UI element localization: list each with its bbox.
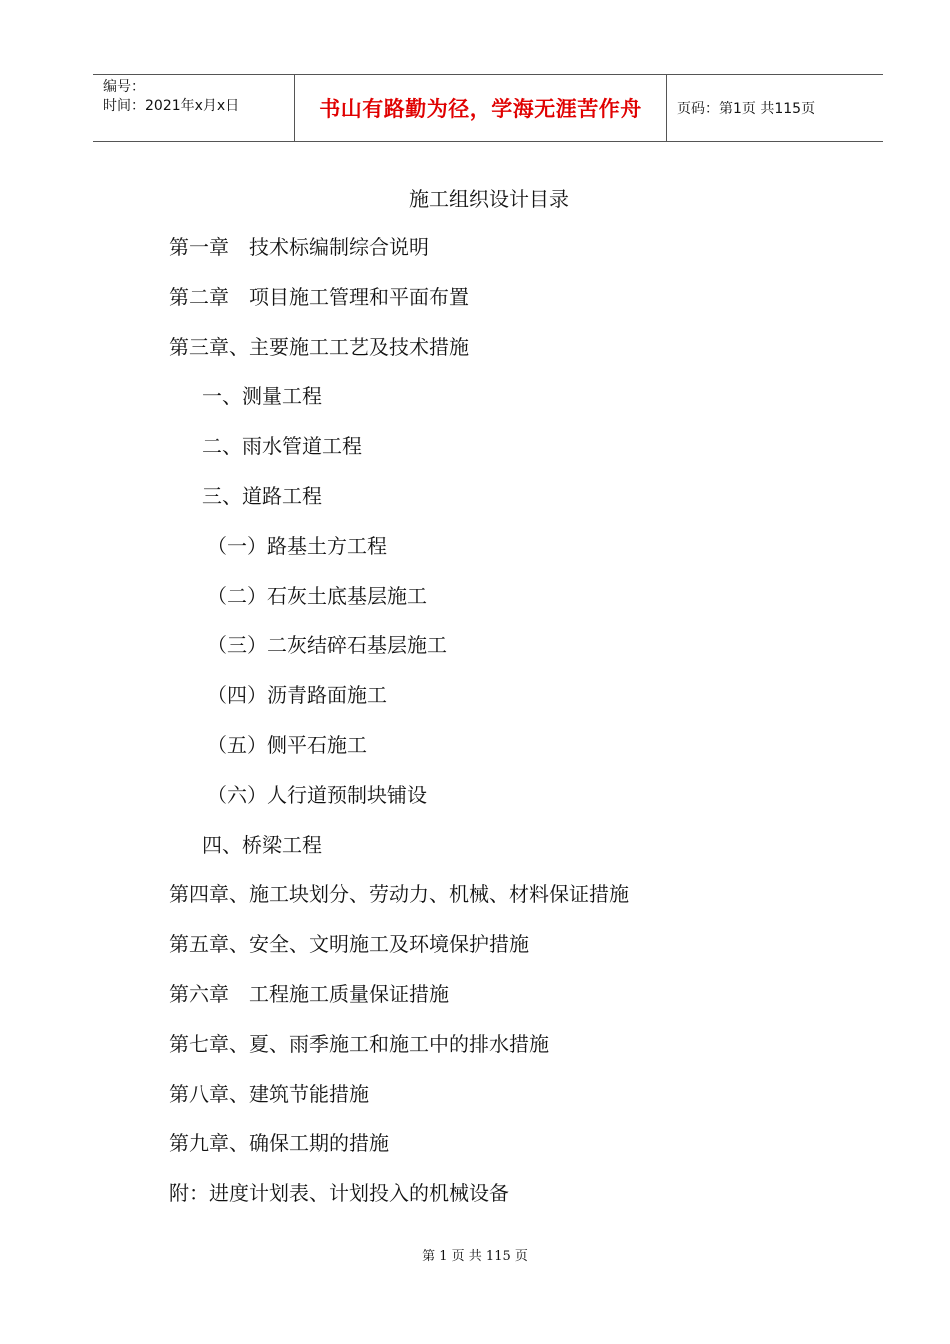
page-header	[93, 74, 883, 142]
toc-entry: 第八章、建筑节能措施	[169, 1081, 369, 1106]
toc-entry: （三）二灰结碎石基层施工	[207, 633, 447, 658]
page-footer	[0, 1245, 950, 1264]
header-motto-cell	[294, 75, 667, 141]
toc-entry: 第四章、施工块划分、劳动力、机械、材料保证措施	[169, 882, 629, 907]
header-page-number: 页码：第1页 共115页	[677, 101, 816, 117]
document-number-label: 编号：	[103, 79, 145, 95]
toc-entry: （二）石灰土底基层施工	[207, 583, 427, 608]
header-meta	[93, 75, 294, 141]
toc-entry: 第七章、夏、雨季施工和施工中的排水措施	[169, 1031, 549, 1056]
toc-entry: 第二章 项目施工管理和平面布置	[169, 284, 469, 309]
header-page-cell	[667, 75, 883, 141]
document-title: 施工组织设计目录	[409, 187, 569, 211]
toc-entry: 附：进度计划表、计划投入的机械设备	[169, 1181, 509, 1206]
toc-entry: 一、测量工程	[202, 384, 322, 409]
toc-entry: 二、雨水管道工程	[202, 434, 362, 459]
toc-entry: 第六章 工程施工质量保证措施	[169, 982, 449, 1006]
toc-entry: 第九章、确保工期的措施	[169, 1131, 389, 1156]
footer-page-number: 第 1 页 共 115 页	[422, 1249, 528, 1264]
toc-entry: （四）沥青路面施工	[207, 683, 387, 708]
toc-entry: 第一章 技术标编制综合说明	[169, 235, 429, 259]
toc-entry: （五）侧平石施工	[207, 733, 367, 757]
toc-entry: 第五章、安全、文明施工及环境保护措施	[169, 932, 529, 957]
document-date: 时间：2021年x月x日	[103, 98, 240, 114]
toc-entry: 第三章、主要施工工艺及技术措施	[169, 334, 469, 359]
toc-entry: 三、道路工程	[202, 484, 322, 508]
toc-entry: 四、桥梁工程	[202, 832, 322, 857]
header-motto: 书山有路勤为径，学海无涯苦作舟	[319, 97, 642, 121]
toc-entry: （一）路基土方工程	[207, 533, 387, 558]
toc-entry: （六）人行道预制块铺设	[207, 782, 427, 807]
